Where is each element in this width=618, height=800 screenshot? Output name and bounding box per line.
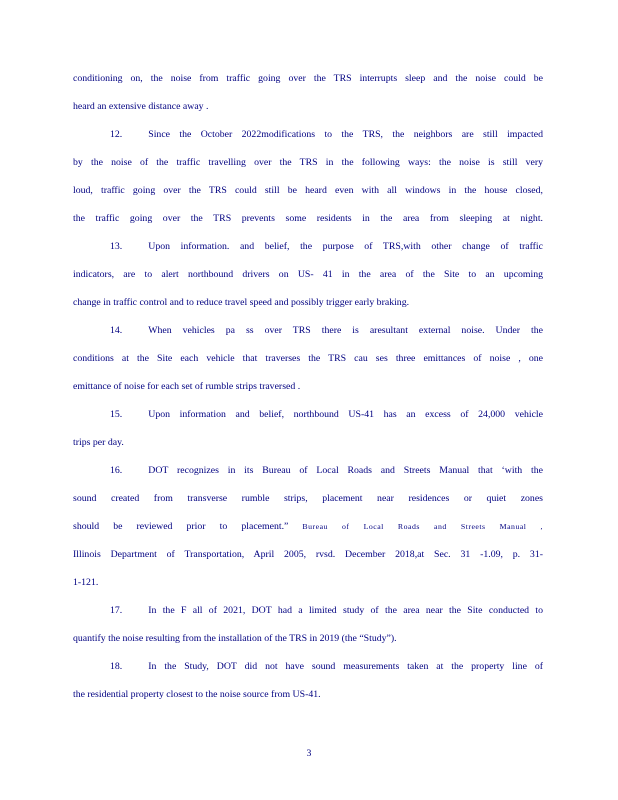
- text-span: should be reviewed prior to placement.”: [73, 521, 289, 532]
- paragraph-13-first-line: [110, 241, 543, 253]
- citation-line: [73, 521, 543, 533]
- text-line: heard an extensive distance away .: [73, 101, 209, 112]
- paragraph-12-first-line: [110, 129, 543, 141]
- text-span: DOT recognizes in its Bureau of Local Roads and Streets Manual that ‘with the: [148, 465, 543, 476]
- text-line: indicators, are to alert northbound drivers on US- 41 in the area of the Site to an upcoming: [73, 269, 543, 280]
- paragraph-17-first-line: [110, 605, 543, 617]
- paragraph-number: 15.: [110, 409, 123, 420]
- paragraph-number: 14.: [110, 325, 123, 336]
- paragraph-14-first-line: [110, 325, 543, 337]
- page-number: 3: [306, 748, 312, 759]
- paragraph-number: 18.: [110, 661, 123, 672]
- text-line: the traffic going over the TRS prevents some residents in the area from sleeping at night.: [73, 213, 543, 224]
- text-line: 1-121.: [73, 577, 99, 588]
- manual-title-small-caps: Bureau of Local Roads and Streets Manual ,: [302, 522, 544, 531]
- text-span: In the F all of 2021, DOT had a limited study of the area near the Site conducted to: [148, 605, 543, 616]
- text-span: When vehicles pa ss over TRS there is aresultant external noise. Under the: [148, 325, 543, 336]
- paragraph-number: 17.: [110, 605, 123, 616]
- text-line: the residential property closest to the noise source from US-41.: [73, 689, 321, 700]
- text-line: conditioning on, the noise from traffic going over the TRS interrupts sleep and the noise could be: [73, 73, 543, 84]
- text-line: Illinois Department of Transportation, April 2005, rvsd. December 2018,at Sec. 31 -1.09, p. 31-: [73, 549, 543, 560]
- text-line: by the noise of the traffic travelling over the TRS in the following ways: the noise is still very: [73, 157, 543, 168]
- text-line: emittance of noise for each set of rumble strips traversed .: [73, 381, 301, 392]
- text-line: sound created from transverse rumble strips, placement near residences or quiet zones: [73, 493, 543, 504]
- text-span: Upon information and belief, northbound US-41 has an excess of 24,000 vehicle: [148, 409, 543, 420]
- text-line: trips per day.: [73, 437, 124, 448]
- paragraph-number: 16.: [110, 465, 123, 476]
- text-line: quantify the noise resulting from the installation of the TRS in 2019 (the “Study”).: [73, 633, 397, 644]
- text-span: Since the October 2022modifications to the TRS, the neighbors are still impacted: [148, 129, 543, 140]
- text-line: change in traffic control and to reduce travel speed and possibly trigger early braking.: [73, 297, 410, 308]
- text-line: conditions at the Site each vehicle that traverses the TRS cau ses three emittances of noise , one: [73, 353, 543, 364]
- paragraph-number: 12.: [110, 129, 123, 140]
- text-span: Upon information. and belief, the purpose of TRS,with other change of traffic: [148, 241, 543, 252]
- paragraph-number: 13.: [110, 241, 123, 252]
- text-span: In the Study, DOT did not have sound measurements taken at the property line of: [148, 661, 543, 672]
- paragraph-15-first-line: [110, 409, 543, 421]
- paragraph-16-first-line: [110, 465, 543, 477]
- paragraph-18-first-line: [110, 661, 543, 673]
- text-line: loud, traffic going over the TRS could still be heard even with all windows in the house closed,: [73, 185, 543, 196]
